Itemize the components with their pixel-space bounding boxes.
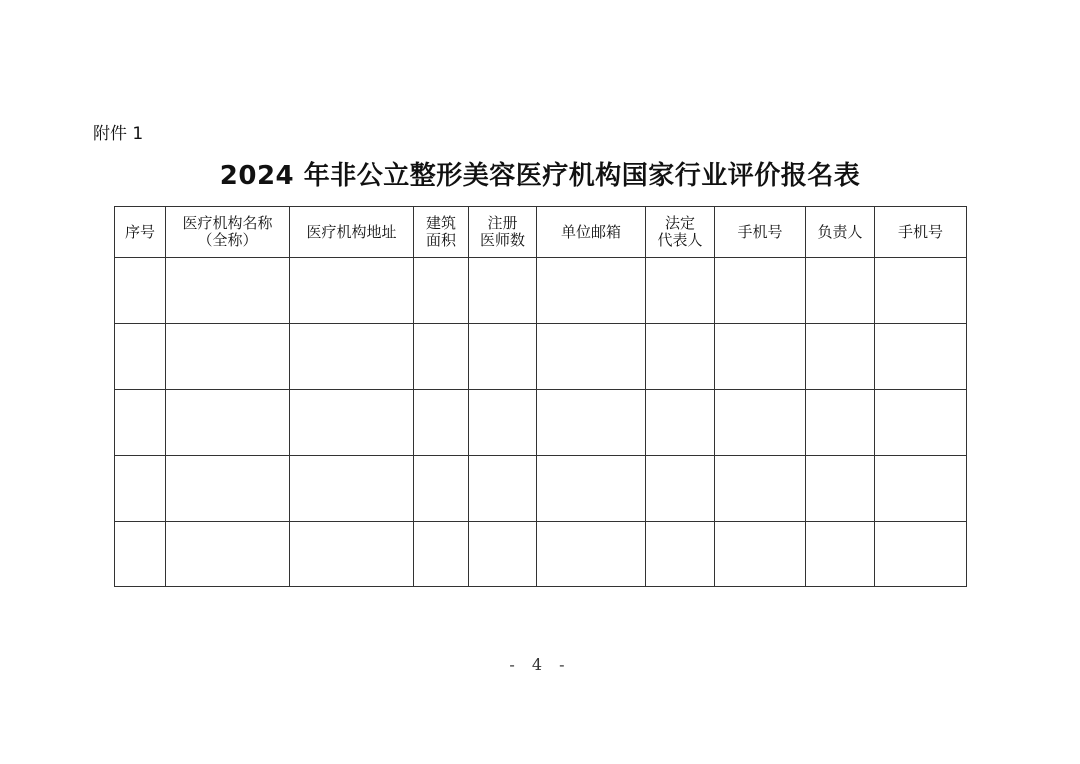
table-cell[interactable] xyxy=(875,324,967,390)
table-cell[interactable] xyxy=(115,258,166,324)
registration-table xyxy=(114,206,967,587)
table-cell[interactable] xyxy=(290,258,414,324)
header-institution-name xyxy=(166,207,290,258)
form-title: 2024 年非公立整形美容医疗机构国家行业评价报名表 xyxy=(219,161,861,191)
header-line: 法定 xyxy=(664,214,695,232)
table-cell[interactable] xyxy=(469,390,537,456)
table-cell[interactable] xyxy=(875,390,967,456)
table-cell[interactable] xyxy=(537,456,646,522)
table-cell[interactable] xyxy=(414,324,469,390)
table-cell[interactable] xyxy=(290,390,414,456)
table-cell[interactable] xyxy=(537,258,646,324)
table-cell[interactable] xyxy=(537,522,646,587)
table-cell[interactable] xyxy=(414,258,469,324)
table-cell[interactable] xyxy=(166,456,290,522)
table-cell[interactable] xyxy=(166,258,290,324)
table-cell[interactable] xyxy=(646,390,715,456)
table-cell[interactable] xyxy=(806,324,875,390)
table-cell[interactable] xyxy=(715,456,806,522)
table-cell[interactable] xyxy=(875,522,967,587)
header-legal-representative xyxy=(646,207,715,258)
header-registered-physicians xyxy=(469,207,537,258)
header-phone-representative xyxy=(715,207,806,258)
table-cell[interactable] xyxy=(715,324,806,390)
header-line: （全称） xyxy=(197,231,258,249)
table-cell[interactable] xyxy=(115,324,166,390)
header-line: 手机号 xyxy=(897,222,943,241)
table-cell[interactable] xyxy=(115,522,166,587)
table-cell[interactable] xyxy=(715,258,806,324)
table-cell[interactable] xyxy=(115,456,166,522)
table-cell[interactable] xyxy=(537,390,646,456)
header-line: 医疗机构名称 xyxy=(182,214,273,232)
table-cell[interactable] xyxy=(290,456,414,522)
header-serial-number xyxy=(115,207,166,258)
attachment-label: 附件 1 xyxy=(93,124,144,144)
page-number: - 4 - xyxy=(509,655,571,674)
table-cell[interactable] xyxy=(166,390,290,456)
table-cell[interactable] xyxy=(469,456,537,522)
header-line: 单位邮箱 xyxy=(560,222,621,241)
table-cell[interactable] xyxy=(469,258,537,324)
header-institution-address xyxy=(290,207,414,258)
header-line: 面积 xyxy=(425,231,456,249)
table-row xyxy=(115,258,967,324)
header-line: 手机号 xyxy=(737,222,783,241)
header-unit-email xyxy=(537,207,646,258)
header-line: 负责人 xyxy=(817,222,863,241)
table-cell[interactable] xyxy=(414,522,469,587)
table-header-row xyxy=(115,207,967,258)
header-line: 序号 xyxy=(124,222,155,241)
table-cell[interactable] xyxy=(806,258,875,324)
table-cell[interactable] xyxy=(806,390,875,456)
table-cell[interactable] xyxy=(115,390,166,456)
table-cell[interactable] xyxy=(715,522,806,587)
header-line: 医疗机构地址 xyxy=(306,222,397,241)
header-line: 建筑 xyxy=(425,214,456,232)
table-cell[interactable] xyxy=(646,522,715,587)
table-cell[interactable] xyxy=(646,324,715,390)
header-building-area xyxy=(414,207,469,258)
table-cell[interactable] xyxy=(469,324,537,390)
table-cell[interactable] xyxy=(646,456,715,522)
table-cell[interactable] xyxy=(469,522,537,587)
table-cell[interactable] xyxy=(290,522,414,587)
table-row xyxy=(115,390,967,456)
table-cell[interactable] xyxy=(537,324,646,390)
table-cell[interactable] xyxy=(290,324,414,390)
table-row xyxy=(115,324,967,390)
table-cell[interactable] xyxy=(715,390,806,456)
table-cell[interactable] xyxy=(166,324,290,390)
table-row xyxy=(115,456,967,522)
table-cell[interactable] xyxy=(414,456,469,522)
table-cell[interactable] xyxy=(646,258,715,324)
header-line: 代表人 xyxy=(657,231,703,249)
table-cell[interactable] xyxy=(806,522,875,587)
table-cell[interactable] xyxy=(806,456,875,522)
table-cell[interactable] xyxy=(875,258,967,324)
header-line: 医师数 xyxy=(479,231,525,249)
table-cell[interactable] xyxy=(414,390,469,456)
header-line: 注册 xyxy=(487,214,518,232)
table-row xyxy=(115,522,967,587)
table-cell[interactable] xyxy=(166,522,290,587)
header-person-in-charge xyxy=(806,207,875,258)
header-phone-person-in-charge xyxy=(875,207,967,258)
table-cell[interactable] xyxy=(875,456,967,522)
